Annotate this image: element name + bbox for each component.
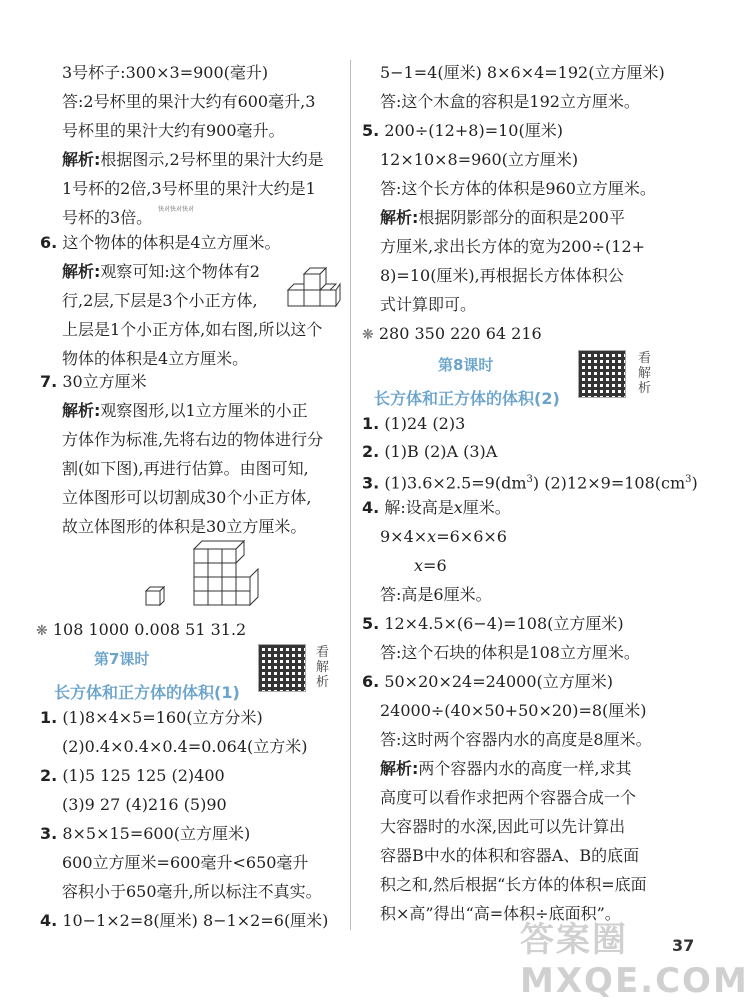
text-line: 号杯里的果汁大约有900毫升。: [62, 121, 285, 140]
question-3: [362, 470, 698, 493]
question-2: [40, 766, 225, 786]
analysis-line: [380, 208, 625, 228]
answer-text: 108 1000 0.008 51 31.2: [52, 620, 247, 639]
star-icon: ❋: [362, 327, 374, 343]
text-line: 12×10×8=960(立方厘米): [380, 150, 579, 169]
question-6: [40, 233, 281, 253]
cube-figure-large: [140, 535, 270, 615]
watermark-logo: 答案圈 MXQE.COM: [520, 920, 749, 1001]
question-number: 3.: [362, 473, 380, 493]
question-4: [362, 498, 511, 518]
answer-text: 50×20×24=24000(立方厘米): [384, 672, 613, 691]
question-number: 4.: [362, 498, 380, 517]
text-line: 行,2层,下层是3个小正方体,: [62, 291, 258, 310]
analysis-text: 观察图形,以1立方厘米的小正: [100, 401, 308, 420]
analysis-label: 解析:: [62, 150, 101, 169]
text-line: 容器B中水的体积和容器A、B的底面: [380, 846, 640, 865]
answer-text: ): [691, 473, 698, 493]
qr-code-icon: [578, 350, 626, 398]
answer-text: 8×5×15=600(立方厘米): [62, 824, 251, 843]
answer-text: 解:设高是: [384, 498, 454, 517]
text-line: 答:2号杯里的果汁大约有600毫升,3: [62, 92, 316, 111]
question-number: 1.: [362, 414, 380, 433]
qr-code-icon: [258, 644, 306, 692]
text-line: 答:这个石块的体积是108立方厘米。: [380, 643, 640, 662]
bonus-answers: [362, 324, 542, 345]
answer-text: 10−1×2=8(厘米) 8−1×2=6(厘米): [62, 911, 329, 930]
analysis-line: [62, 401, 308, 421]
equation-text: 9×4×: [380, 527, 428, 546]
question-number: 3.: [40, 824, 58, 843]
question-number: 4.: [40, 911, 58, 930]
question-3: [40, 824, 250, 844]
text-line: 大容器时的水深,因此可以先计算出: [380, 817, 626, 836]
text-line: (3)9 27 (4)216 (5)90: [62, 795, 227, 814]
text-line: 方厘米,求出长方体的宽为200÷(12+: [380, 237, 646, 256]
question-1: [362, 414, 465, 434]
answer-text: 30立方厘米: [62, 372, 147, 391]
analysis-line: [62, 262, 260, 282]
text-line: 立体图形可以切割成30个小正方体,: [62, 488, 312, 507]
bonus-answers: [36, 620, 246, 641]
text-line: 容积小于650毫升,所以标注不真实。: [62, 882, 322, 901]
question-number: 7.: [40, 372, 58, 391]
qr-caption: 看解析: [638, 351, 652, 396]
text-line: 3号杯子:300×3=900(毫升): [62, 63, 269, 82]
analysis-line: [62, 150, 324, 170]
question-6: [362, 672, 613, 692]
question-number: 5.: [362, 614, 380, 633]
answer-text: 280 350 220 64 216: [378, 324, 542, 343]
superscript: 3: [685, 474, 692, 485]
answer-text: (1)24 (2)3: [384, 414, 466, 433]
text-line: 高度可以看作求把两个容器合成一个: [380, 788, 637, 807]
lesson-7-subtitle: 长方体和正方体的体积(1): [54, 683, 240, 702]
text-line: 答:这时两个容器内水的高度是8厘米。: [380, 730, 652, 749]
text-line: 5−1=4(厘米) 8×6×4=192(立方厘米): [380, 63, 665, 82]
text-line: 式计算即可。: [380, 295, 477, 314]
analysis-text: 两个容器内水的高度一样,求其: [418, 759, 632, 778]
question-number: 1.: [40, 708, 58, 727]
text-line: 答:这个木盒的容积是192立方厘米。: [380, 92, 640, 111]
text-line: 8)=10(厘米),再根据长方体体积公: [380, 266, 624, 285]
text-line: 答:这个长方体的体积是960立方厘米。: [380, 179, 656, 198]
text-line: 600立方厘米=600毫升<650毫升: [62, 853, 309, 872]
answer-text: 这个物体的体积是4立方厘米。: [62, 233, 281, 252]
page-number: 37: [672, 936, 695, 955]
text-line: 上层是1个小正方体,如右图,所以这个: [62, 320, 323, 339]
equation-text: =6×6×6: [436, 527, 507, 546]
analysis-text: 观察可知:这个物体有2: [100, 262, 260, 281]
analysis-label: 解析:: [62, 262, 101, 281]
text-line: 故立体图形的体积是30立方厘米。: [62, 517, 307, 536]
text-line: (2)0.4×0.4×0.4=0.064(立方米): [62, 737, 308, 756]
answer-text: (1)3.6×2.5=9(dm: [384, 473, 527, 493]
question-5: [362, 614, 624, 634]
text-line: 积×高”得出“高=体积÷底面积”。: [380, 904, 621, 923]
analysis-text: 根据图示,2号杯里的果汁大约是: [100, 150, 324, 169]
equation-line: [380, 527, 507, 547]
text-line: 割(如下图),再进行估算。由图可知,: [62, 459, 309, 478]
lesson-7-title: 第7课时: [94, 650, 150, 668]
qr-caption: 看解析: [316, 645, 330, 690]
equation-text: =6: [423, 556, 447, 575]
question-number: 6.: [362, 672, 380, 691]
question-7: [40, 372, 147, 392]
question-number: 6.: [40, 233, 58, 252]
answer-text: (1)5 125 125 (2)400: [62, 766, 225, 785]
analysis-label: 解析:: [380, 208, 419, 227]
analysis-label: 解析:: [380, 759, 419, 778]
text-line: 方体作为标准,先将右边的物体进行分: [62, 430, 324, 449]
variable: x: [414, 556, 424, 575]
lesson-8-title: 第8课时: [438, 356, 494, 374]
variable: x: [453, 498, 463, 517]
text-line: 1号杯的2倍,3号杯里的果汁大约是1: [62, 179, 316, 198]
star-icon: ❋: [36, 623, 48, 639]
analysis-line: [380, 759, 632, 779]
question-1: [40, 708, 263, 728]
column-divider: [350, 60, 351, 930]
question-number: 2.: [40, 766, 58, 785]
text-line: 24000÷(40×50+50×20)=8(厘米): [380, 701, 647, 720]
question-5: [362, 121, 563, 141]
superscript: 3: [526, 474, 533, 485]
analysis-text: 根据阴影部分的面积是200平: [418, 208, 625, 227]
answer-text: ) (2)12×9=108(cm: [532, 473, 686, 493]
question-number: 2.: [362, 442, 380, 461]
question-4: [40, 911, 328, 931]
question-number: 5.: [362, 121, 380, 140]
equation-line: [414, 556, 447, 576]
answer-text: 200÷(12+8)=10(厘米): [384, 121, 563, 140]
text-line: 物体的体积是4立方厘米。: [62, 349, 249, 368]
text-line: 号杯的3倍。: [62, 208, 153, 227]
analysis-label: 解析:: [62, 401, 101, 420]
answer-text: 厘米。: [462, 498, 511, 517]
answer-text: (1)8×4×5=160(立方分米): [62, 708, 263, 727]
lesson-8-subtitle: 长方体和正方体的体积(2): [374, 389, 560, 408]
text-line: 积之和,然后根据“长方体的体积=底面: [380, 875, 647, 894]
cube-figure-small: [284, 262, 340, 314]
answer-text: 12×4.5×(6−4)=108(立方厘米): [384, 614, 624, 633]
answer-text: (1)B (2)A (3)A: [384, 442, 498, 461]
small-note: 快对快对快对: [158, 206, 195, 213]
question-2: [362, 442, 497, 462]
variable: x: [427, 527, 437, 546]
text-line: 答:高是6厘米。: [380, 585, 492, 604]
